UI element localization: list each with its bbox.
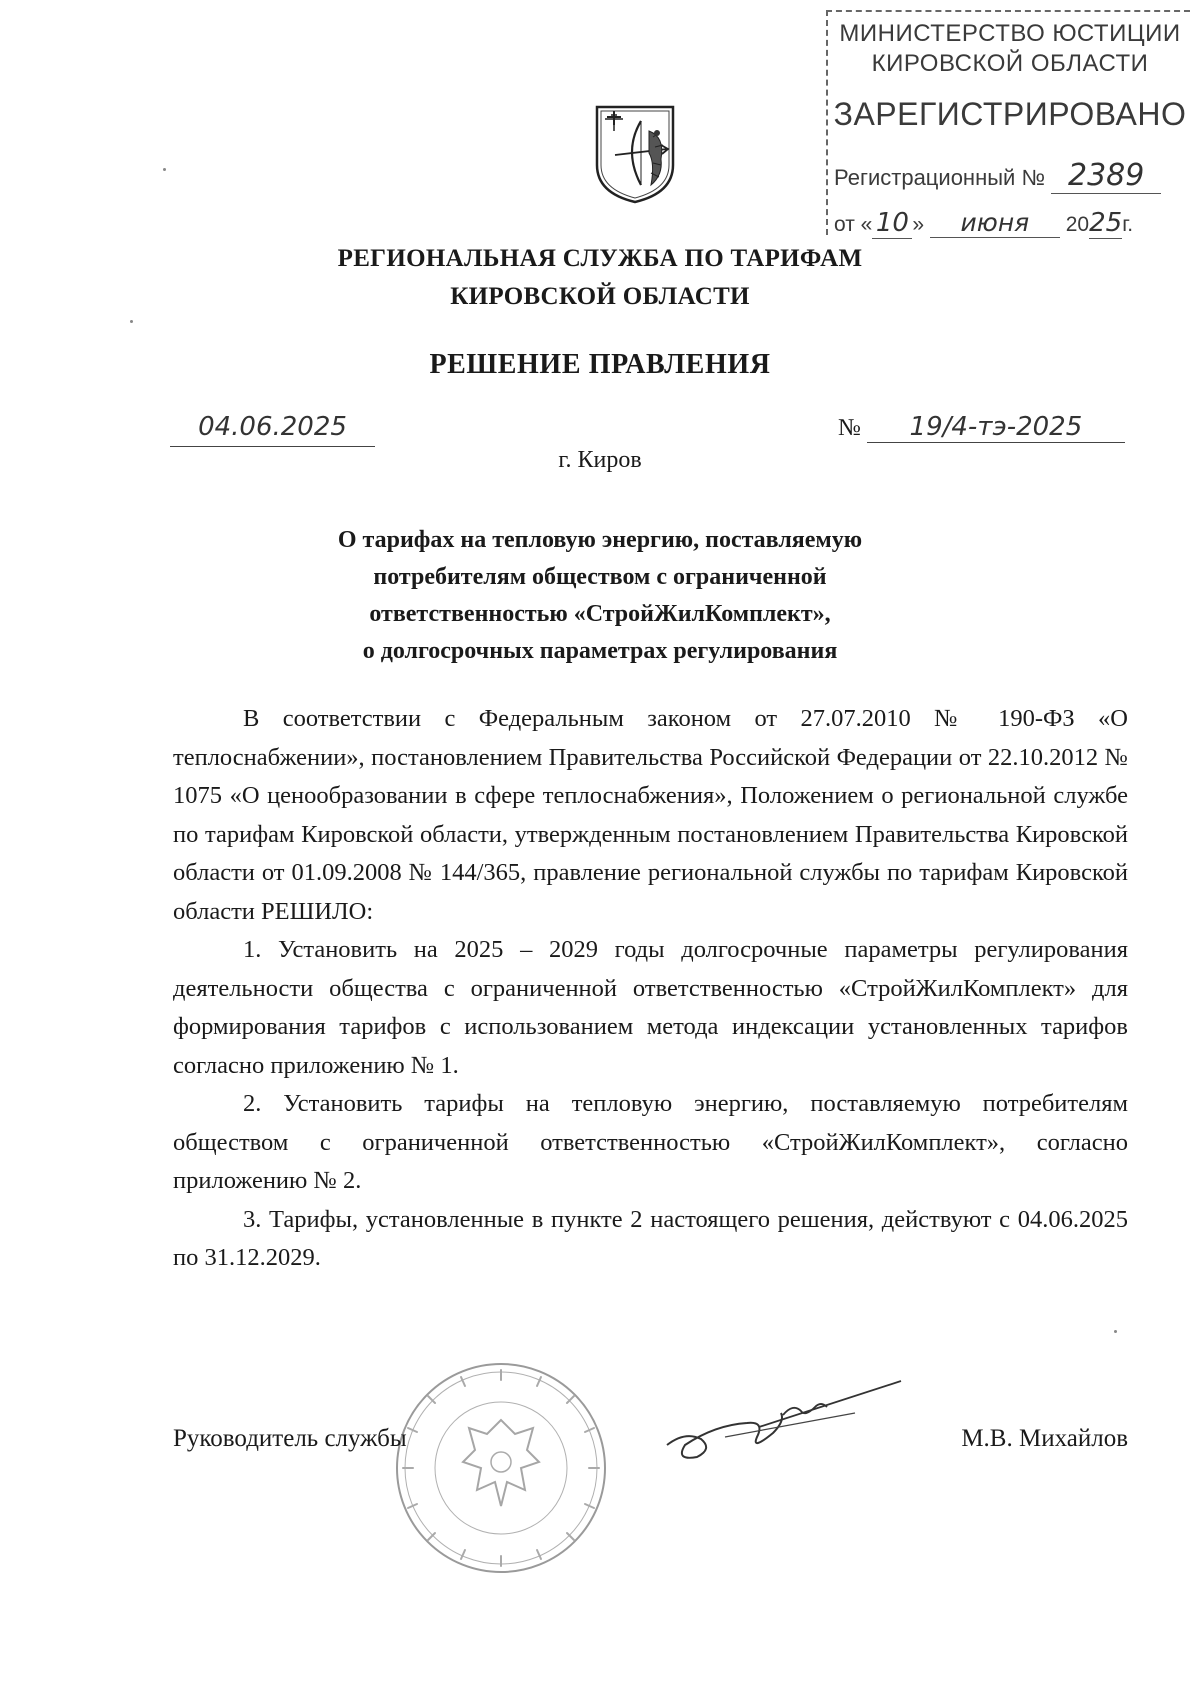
stamp-date-row — [834, 208, 1133, 239]
scan-speck — [130, 320, 133, 323]
document-date: 04.06.2025 — [170, 412, 375, 447]
organization-title — [0, 240, 1200, 316]
signer-name: М.В. Михайлов — [961, 1425, 1128, 1452]
document-number: 19/4-тэ-2025 — [867, 412, 1125, 443]
official-seal-icon — [391, 1358, 611, 1578]
document-number-label: № — [838, 415, 861, 441]
subject-line4: о долгосрочных параметрах регулирования — [362, 638, 838, 664]
stamp-date-century: 20 — [1065, 213, 1090, 236]
registration-stamp — [826, 10, 1190, 238]
subject-line2: потребителям обществом с ограниченной — [373, 564, 827, 590]
coat-of-arms-icon — [593, 103, 677, 205]
stamp-date-mid: » — [912, 213, 925, 236]
stamp-number-label: Регистрационный № — [834, 165, 1046, 190]
body-preamble: В соответствии с Федеральным законом от 27.07.2010 № 190-ФЗ «О теплоснабжении», постановлением Правительства Российской Федерации от 22.10.2012 № 1075 «О ценообразовании в сфере теплоснабжения», Положением о региональной службе по тарифам Кировской области, утвержденным постановлением Правительства Кировской области от 01.09.2008 № 144/365, правление региональной службы по тарифам Кировской области РЕШИЛО: — [173, 705, 1128, 925]
stamp-date-day: 10 — [872, 208, 912, 239]
signer-position: Руководитель службы — [173, 1425, 407, 1452]
organization-title-line1: РЕГИОНАЛЬНАЯ СЛУЖБА ПО ТАРИФАМ — [337, 245, 863, 272]
stamp-number-value: 2389 — [1051, 158, 1161, 194]
stamp-border-left — [826, 10, 828, 235]
document-subject — [0, 522, 1200, 670]
document-body — [173, 700, 1128, 1278]
stamp-number-row — [834, 158, 1161, 194]
stamp-date-year: 25 — [1089, 208, 1123, 238]
organization-title-line2: КИРОВСКОЙ ОБЛАСТИ — [450, 283, 750, 310]
body-item-2: 2. Установить тарифы на тепловую энергию, поставляемую потребителям обществом с ограниченной ответственностью «СтройЖилКомплект», согласно приложению № 2. — [173, 1090, 1128, 1194]
signature-icon — [655, 1373, 905, 1478]
stamp-ministry: МИНИСТЕРСТВО ЮСТИЦИИ — [839, 20, 1181, 47]
stamp-region: КИРОВСКОЙ ОБЛАСТИ — [871, 50, 1149, 77]
document-city: г. Киров — [558, 447, 642, 473]
stamp-border-top — [826, 10, 1190, 12]
stamp-date-month: июня — [930, 208, 1060, 238]
body-item-1: 1. Установить на 2025 – 2029 годы долгосрочные параметры регулирования деятельности общества с ограниченной ответственностью «СтройЖилКомплект» для формирования тарифов с использованием метода индексации установленных тарифов согласно приложению № 1. — [173, 936, 1128, 1079]
stamp-status: ЗАРЕГИСТРИРОВАНО — [833, 96, 1187, 132]
subject-line1: О тарифах на тепловую энергию, поставляемую — [337, 527, 863, 553]
stamp-date-suffix: г. — [1122, 213, 1134, 236]
document-type: РЕШЕНИЕ ПРАВЛЕНИЯ — [429, 349, 771, 380]
scan-speck — [163, 168, 166, 171]
subject-line3: ответственностью «СтройЖилКомплект», — [369, 601, 831, 627]
stamp-date-prefix: от « — [834, 213, 873, 236]
scan-speck — [1114, 1330, 1117, 1333]
body-item-3: 3. Тарифы, установленные в пункте 2 настоящего решения, действуют с 04.06.2025 по 31.12.2029. — [173, 1205, 1128, 1271]
document-number-row — [838, 412, 1138, 446]
